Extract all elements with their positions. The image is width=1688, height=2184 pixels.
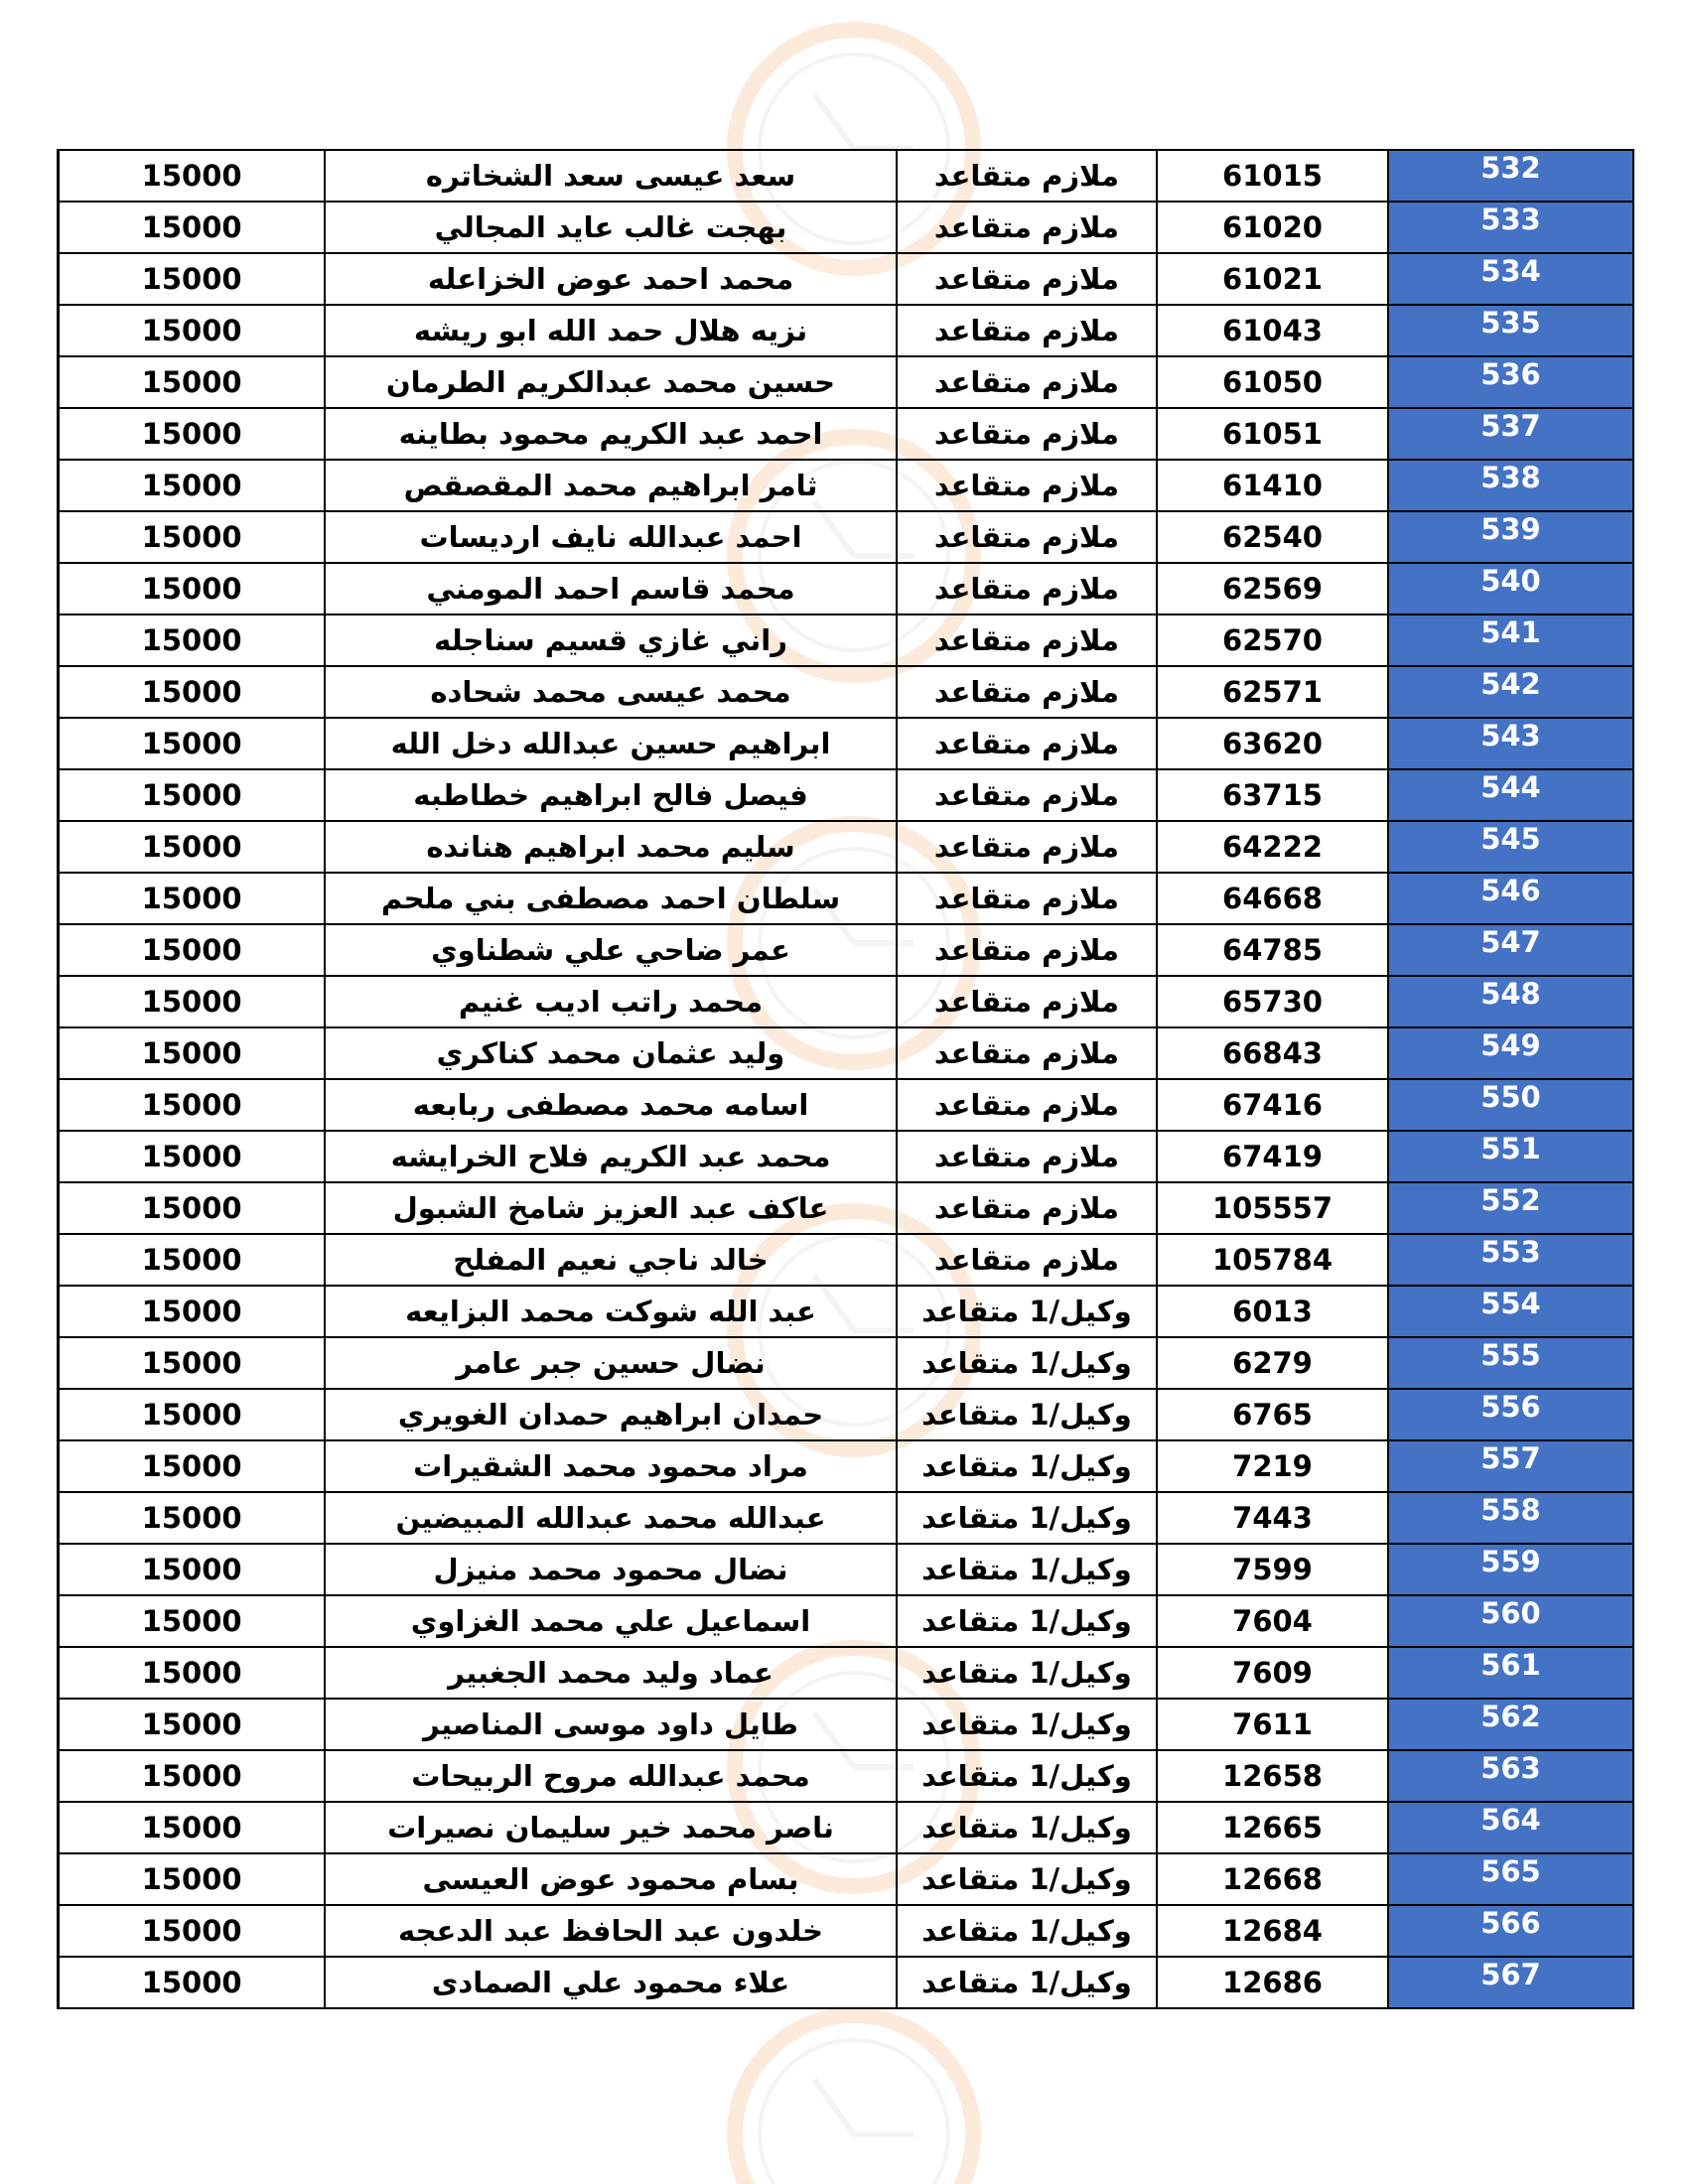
id-cell: 7599	[1157, 1544, 1388, 1595]
amount-cell: 15000	[59, 1182, 326, 1234]
amount-cell: 15000	[59, 718, 326, 769]
amount-cell: 15000	[59, 1440, 326, 1492]
sequence-cell: 542	[1388, 666, 1633, 718]
table-row	[59, 305, 1634, 356]
id-cell: 64668	[1157, 873, 1388, 924]
name-cell: فيصل فالح ابراهيم خطاطبه	[325, 769, 897, 821]
id-cell: 62540	[1157, 511, 1388, 563]
name-cell: بهجت غالب عايد المجالي	[325, 202, 897, 253]
id-cell: 64222	[1157, 821, 1388, 873]
rank-cell: ملازم متقاعد	[897, 563, 1157, 614]
name-cell: عاكف عبد العزيز شامخ الشبول	[325, 1182, 897, 1234]
name-cell: وليد عثمان محمد كناكري	[325, 1027, 897, 1079]
sequence-cell: 549	[1388, 1027, 1633, 1079]
sequence-cell: 555	[1388, 1337, 1633, 1389]
amount-cell: 15000	[59, 150, 326, 202]
rank-cell: ملازم متقاعد	[897, 460, 1157, 511]
rank-cell: ملازم متقاعد	[897, 305, 1157, 356]
amount-cell: 15000	[59, 1595, 326, 1647]
sequence-cell: 543	[1388, 718, 1633, 769]
name-cell: محمد راتب اديب غنيم	[325, 976, 897, 1027]
clock-logo-icon	[735, 2015, 973, 2184]
sequence-cell: 544	[1388, 769, 1633, 821]
sequence-cell: 562	[1388, 1699, 1633, 1750]
amount-cell: 15000	[59, 408, 326, 460]
name-cell: خلدون عبد الحافظ عبد الدعجه	[325, 1905, 897, 1957]
amount-cell: 15000	[59, 1492, 326, 1544]
table-row	[59, 614, 1634, 666]
table-row	[59, 356, 1634, 408]
id-cell: 67419	[1157, 1131, 1388, 1182]
sequence-cell: 565	[1388, 1853, 1633, 1905]
sequence-cell: 532	[1388, 150, 1633, 202]
id-cell: 62570	[1157, 614, 1388, 666]
name-cell: سليم محمد ابراهيم هنانده	[325, 821, 897, 873]
table-row	[59, 1440, 1634, 1492]
name-cell: علاء محمود علي الصمادى	[325, 1957, 897, 2008]
rank-cell: وكيل/1 متقاعد	[897, 1337, 1157, 1389]
amount-cell: 15000	[59, 1957, 326, 2008]
sequence-cell: 545	[1388, 821, 1633, 873]
amount-cell: 15000	[59, 1905, 326, 1957]
sequence-cell: 552	[1388, 1182, 1633, 1234]
rank-cell: وكيل/1 متقاعد	[897, 1440, 1157, 1492]
name-cell: سعد عيسى سعد الشخاتره	[325, 150, 897, 202]
rank-cell: ملازم متقاعد	[897, 253, 1157, 305]
rank-cell: ملازم متقاعد	[897, 1027, 1157, 1079]
table-row	[59, 511, 1634, 563]
name-cell: راني غازي قسيم سناجله	[325, 614, 897, 666]
sequence-cell: 534	[1388, 253, 1633, 305]
id-cell: 61043	[1157, 305, 1388, 356]
amount-cell: 15000	[59, 202, 326, 253]
name-cell: عبدالله محمد عبدالله المبيضين	[325, 1492, 897, 1544]
table-row	[59, 873, 1634, 924]
table-row	[59, 821, 1634, 873]
name-cell: احمد عبدالله نايف ارديسات	[325, 511, 897, 563]
table-row	[59, 202, 1634, 253]
name-cell: حمدان ابراهيم حمدان الغويري	[325, 1389, 897, 1440]
id-cell: 61020	[1157, 202, 1388, 253]
id-cell: 62571	[1157, 666, 1388, 718]
name-cell: خالد ناجي نعيم المفلح	[325, 1234, 897, 1286]
id-cell: 12658	[1157, 1750, 1388, 1802]
name-cell: محمد عبد الكريم فلاح الخرايشه	[325, 1131, 897, 1182]
id-cell: 12684	[1157, 1905, 1388, 1957]
id-cell: 7611	[1157, 1699, 1388, 1750]
rank-cell: ملازم متقاعد	[897, 873, 1157, 924]
rank-cell: وكيل/1 متقاعد	[897, 1905, 1157, 1957]
id-cell: 66843	[1157, 1027, 1388, 1079]
amount-cell: 15000	[59, 924, 326, 976]
rank-cell: ملازم متقاعد	[897, 408, 1157, 460]
sequence-cell: 553	[1388, 1234, 1633, 1286]
amount-cell: 15000	[59, 1286, 326, 1337]
amount-cell: 15000	[59, 305, 326, 356]
rank-cell: ملازم متقاعد	[897, 769, 1157, 821]
amount-cell: 15000	[59, 1853, 326, 1905]
table-row	[59, 1802, 1634, 1853]
rank-cell: وكيل/1 متقاعد	[897, 1853, 1157, 1905]
sequence-cell: 557	[1388, 1440, 1633, 1492]
table-row	[59, 563, 1634, 614]
amount-cell: 15000	[59, 460, 326, 511]
rank-cell: وكيل/1 متقاعد	[897, 1389, 1157, 1440]
sequence-cell: 561	[1388, 1647, 1633, 1699]
table-row	[59, 666, 1634, 718]
amount-cell: 15000	[59, 976, 326, 1027]
rank-cell: وكيل/1 متقاعد	[897, 1699, 1157, 1750]
rank-cell: وكيل/1 متقاعد	[897, 1286, 1157, 1337]
id-cell: 62569	[1157, 563, 1388, 614]
amount-cell: 15000	[59, 614, 326, 666]
name-cell: محمد قاسم احمد المومني	[325, 563, 897, 614]
id-cell: 12686	[1157, 1957, 1388, 2008]
name-cell: ابراهيم حسين عبدالله دخل الله	[325, 718, 897, 769]
sequence-cell: 558	[1388, 1492, 1633, 1544]
rank-cell: ملازم متقاعد	[897, 150, 1157, 202]
id-cell: 61051	[1157, 408, 1388, 460]
table-row	[59, 1699, 1634, 1750]
name-cell: محمد عبدالله مروح الربيحات	[325, 1750, 897, 1802]
amount-cell: 15000	[59, 511, 326, 563]
amount-cell: 15000	[59, 1750, 326, 1802]
name-cell: مراد محمود محمد الشقيرات	[325, 1440, 897, 1492]
sequence-cell: 538	[1388, 460, 1633, 511]
amount-cell: 15000	[59, 1802, 326, 1853]
amount-cell: 15000	[59, 1337, 326, 1389]
name-cell: ثامر ابراهيم محمد المقصقص	[325, 460, 897, 511]
name-cell: اسماعيل علي محمد الغزاوي	[325, 1595, 897, 1647]
id-cell: 12665	[1157, 1802, 1388, 1853]
table-row	[59, 150, 1634, 202]
amount-cell: 15000	[59, 821, 326, 873]
name-cell: محمد احمد عوض الخزاعله	[325, 253, 897, 305]
table-row	[59, 1853, 1634, 1905]
rank-cell: ملازم متقاعد	[897, 1131, 1157, 1182]
sequence-cell: 540	[1388, 563, 1633, 614]
amount-cell: 15000	[59, 1544, 326, 1595]
id-cell: 7219	[1157, 1440, 1388, 1492]
table-row	[59, 1905, 1634, 1957]
rank-cell: ملازم متقاعد	[897, 666, 1157, 718]
sequence-cell: 546	[1388, 873, 1633, 924]
table-row	[59, 1234, 1634, 1286]
amount-cell: 15000	[59, 1079, 326, 1131]
rank-cell: وكيل/1 متقاعد	[897, 1544, 1157, 1595]
rank-cell: وكيل/1 متقاعد	[897, 1492, 1157, 1544]
id-cell: 61410	[1157, 460, 1388, 511]
rank-cell: ملازم متقاعد	[897, 1079, 1157, 1131]
sequence-cell: 539	[1388, 511, 1633, 563]
sequence-cell: 567	[1388, 1957, 1633, 2008]
id-cell: 7443	[1157, 1492, 1388, 1544]
rank-cell: ملازم متقاعد	[897, 202, 1157, 253]
rank-cell: وكيل/1 متقاعد	[897, 1957, 1157, 2008]
sequence-cell: 536	[1388, 356, 1633, 408]
sequence-cell: 535	[1388, 305, 1633, 356]
amount-cell: 15000	[59, 356, 326, 408]
sequence-cell: 533	[1388, 202, 1633, 253]
table-row	[59, 1957, 1634, 2008]
id-cell: 6765	[1157, 1389, 1388, 1440]
rank-cell: وكيل/1 متقاعد	[897, 1595, 1157, 1647]
amount-cell: 15000	[59, 1699, 326, 1750]
id-cell: 61021	[1157, 253, 1388, 305]
amount-cell: 15000	[59, 1234, 326, 1286]
id-cell: 6013	[1157, 1286, 1388, 1337]
rank-cell: وكيل/1 متقاعد	[897, 1802, 1157, 1853]
rank-cell: ملازم متقاعد	[897, 976, 1157, 1027]
name-cell: نزيه هلال حمد الله ابو ريشه	[325, 305, 897, 356]
name-cell: سلطان احمد مصطفى بني ملحم	[325, 873, 897, 924]
id-cell: 65730	[1157, 976, 1388, 1027]
sequence-cell: 537	[1388, 408, 1633, 460]
name-cell: ناصر محمد خير سليمان نصيرات	[325, 1802, 897, 1853]
sequence-cell: 556	[1388, 1389, 1633, 1440]
name-cell: محمد عيسى محمد شحاده	[325, 666, 897, 718]
amount-cell: 15000	[59, 1131, 326, 1182]
sequence-cell: 550	[1388, 1079, 1633, 1131]
rank-cell: ملازم متقاعد	[897, 356, 1157, 408]
sequence-cell: 559	[1388, 1544, 1633, 1595]
table-row	[59, 1131, 1634, 1182]
table-row	[59, 1389, 1634, 1440]
name-cell: احمد عبد الكريم محمود بطاينه	[325, 408, 897, 460]
name-cell: عماد وليد محمد الجغبير	[325, 1647, 897, 1699]
table-row	[59, 1595, 1634, 1647]
id-cell: 12668	[1157, 1853, 1388, 1905]
sequence-cell: 560	[1388, 1595, 1633, 1647]
id-cell: 6279	[1157, 1337, 1388, 1389]
name-cell: عمر ضاحي علي شطناوي	[325, 924, 897, 976]
table-row	[59, 1492, 1634, 1544]
name-cell: عبد الله شوكت محمد البزايعه	[325, 1286, 897, 1337]
name-cell: بسام محمود عوض العيسى	[325, 1853, 897, 1905]
rank-cell: وكيل/1 متقاعد	[897, 1750, 1157, 1802]
rank-cell: ملازم متقاعد	[897, 821, 1157, 873]
id-cell: 7604	[1157, 1595, 1388, 1647]
table-row	[59, 769, 1634, 821]
name-cell: اسامه محمد مصطفى ربابعه	[325, 1079, 897, 1131]
id-cell: 105557	[1157, 1182, 1388, 1234]
sequence-cell: 547	[1388, 924, 1633, 976]
table-row	[59, 1337, 1634, 1389]
id-cell: 61015	[1157, 150, 1388, 202]
table-row	[59, 1182, 1634, 1234]
sequence-cell: 563	[1388, 1750, 1633, 1802]
id-cell: 7609	[1157, 1647, 1388, 1699]
table-row	[59, 1286, 1634, 1337]
id-cell: 61050	[1157, 356, 1388, 408]
table-row	[59, 1750, 1634, 1802]
sequence-cell: 554	[1388, 1286, 1633, 1337]
roster-table	[57, 149, 1634, 2009]
table-row	[59, 924, 1634, 976]
table-row	[59, 718, 1634, 769]
id-cell: 64785	[1157, 924, 1388, 976]
sequence-cell: 551	[1388, 1131, 1633, 1182]
table-row	[59, 976, 1634, 1027]
rank-cell: ملازم متقاعد	[897, 511, 1157, 563]
rank-cell: ملازم متقاعد	[897, 614, 1157, 666]
id-cell: 63715	[1157, 769, 1388, 821]
rank-cell: ملازم متقاعد	[897, 1234, 1157, 1286]
sequence-cell: 548	[1388, 976, 1633, 1027]
table-row	[59, 1027, 1634, 1079]
name-cell: نضال حسين جبر عامر	[325, 1337, 897, 1389]
id-cell: 63620	[1157, 718, 1388, 769]
table-row	[59, 253, 1634, 305]
amount-cell: 15000	[59, 1389, 326, 1440]
amount-cell: 15000	[59, 563, 326, 614]
rank-cell: ملازم متقاعد	[897, 924, 1157, 976]
amount-cell: 15000	[59, 253, 326, 305]
sequence-cell: 541	[1388, 614, 1633, 666]
table-row	[59, 460, 1634, 511]
rank-cell: ملازم متقاعد	[897, 718, 1157, 769]
amount-cell: 15000	[59, 873, 326, 924]
id-cell: 105784	[1157, 1234, 1388, 1286]
rank-cell: وكيل/1 متقاعد	[897, 1647, 1157, 1699]
rank-cell: ملازم متقاعد	[897, 1182, 1157, 1234]
sequence-cell: 564	[1388, 1802, 1633, 1853]
name-cell: حسين محمد عبدالكريم الطرمان	[325, 356, 897, 408]
sequence-cell: 566	[1388, 1905, 1633, 1957]
amount-cell: 15000	[59, 1647, 326, 1699]
amount-cell: 15000	[59, 666, 326, 718]
amount-cell: 15000	[59, 769, 326, 821]
table-row	[59, 408, 1634, 460]
name-cell: نضال محمود محمد منيزل	[325, 1544, 897, 1595]
id-cell: 67416	[1157, 1079, 1388, 1131]
table-row	[59, 1647, 1634, 1699]
table-row	[59, 1079, 1634, 1131]
name-cell: طايل داود موسى المناصير	[325, 1699, 897, 1750]
amount-cell: 15000	[59, 1027, 326, 1079]
table-row	[59, 1544, 1634, 1595]
